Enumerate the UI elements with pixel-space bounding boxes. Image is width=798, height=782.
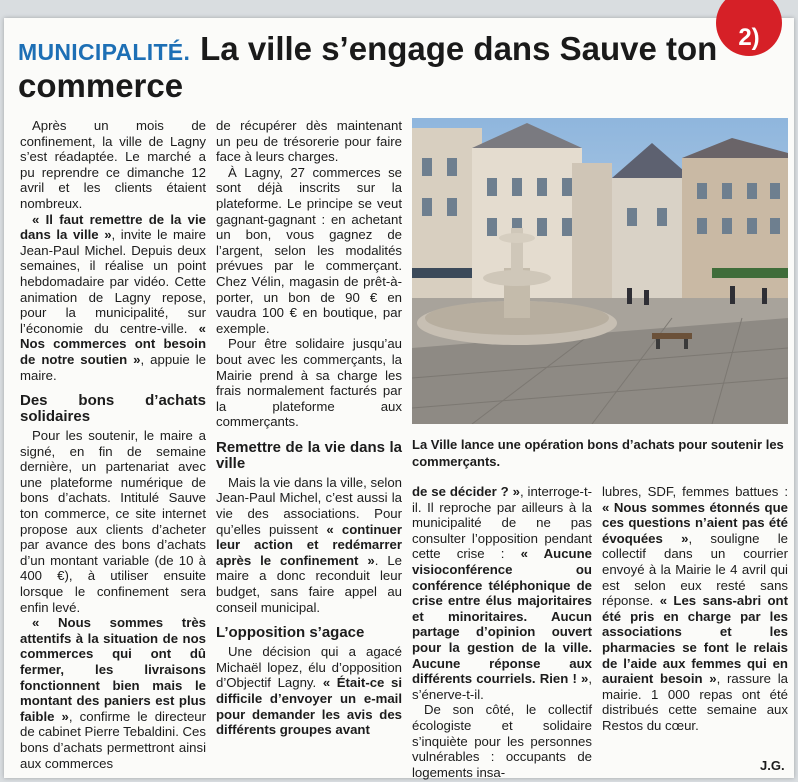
headline-title: La ville s’engage dans Sauve ton commerce: [18, 30, 718, 104]
paragraph: Mais la vie dans la ville, selon Jean-Paul Michel, c’est aussi la vie des associations. Pour qu’elles puissent « continuer leur action et redémarrer après le confinement ». Le maire a donc reconduit leur budget, sans faire appel au conseil municipal.: [216, 474, 403, 615]
paragraph: de se décider ? », interroge-t-il. Il reproche par ailleurs à la municipalité de ne pas consulter l’opposition pendant cette crise : « Aucune visioconférence ou conférence téléphonique de crise entre élus majoritaires et minoritaires. Aucun partage d’opinion ouvert pour la gestion de la ville. Aucune réponse aux différents courriels. Rien ! », s’énerve-t-il.: [412, 484, 593, 702]
article-column-1: [20, 118, 206, 771]
paragraph: lubres, SDF, femmes battues : « Nous sommes étonnés que ces questions n’aient pas été évoquées », souligne le collectif dans un courrier envoyé à la Mairie le 4 avril qui est selon eux resté sans réponse. « Les sans-abri ont été pris en charge par les associations et les pharmacies se font le relais de l’aide aux femmes qui en auraient besoin », rassure la mairie. 1 000 repas ont été distribués cette semaine aux Restos du cœur.: [602, 484, 789, 733]
subheading: L’opposition s’agace: [216, 624, 365, 642]
paragraph: Une décision qui a agacé Michaël lopez, élu d’opposition d’Objectif Lagny. « Était-ce si difficile d’envoyer un e-mail pour demander les avis des différents groupes avant: [216, 644, 402, 738]
page-marker-badge: 2): [716, 0, 782, 56]
headline-kicker: MUNICIPALITÉ.: [18, 39, 191, 65]
subheading: Remettre de la vie dans la ville: [216, 438, 402, 472]
paragraph: de récupérer dès maintenant un peu de trésorerie pour faire face à leurs charges.: [216, 118, 402, 165]
paragraph: De son côté, le collectif écologiste et solidaire s’inquiète pour les personnes vulnérables : occupants de logements insa-: [412, 702, 592, 780]
fountain-square-illustration: [412, 118, 788, 424]
article-column-4: [602, 484, 788, 734]
author-signature: J.G.: [760, 758, 785, 773]
subheading: Des bons d’achats solidaires: [20, 392, 206, 426]
newspaper-page: [4, 18, 794, 778]
article-column-2: [216, 118, 402, 738]
paragraph: Pour être solidaire jusqu’au bout avec les commerçants, la Mairie prend à sa charge les frais normalement facturés par la plateforme aux commerçants.: [216, 336, 402, 430]
paragraph: « Il faut remettre de la vie dans la ville », invite le maire Jean-Paul Michel. Depuis deux semaines, il réalise un point hebdomadaire par vidéo. Cette animation de Lagny repose, pour la municipalité, sur l’économie du centre-ville. « Nos commerces ont besoin de notre soutien », appuie le maire.: [20, 211, 207, 383]
paragraph: Pour les soutenir, le maire a signé, en fin de semaine dernière, un partenariat avec une plateforme numérique de bons d’achats. Intitulé Sauve ton commerce, ce site internet propose aux clients d’acheter par avance des bons d’achats d’un montant variable (de 10 à 400 €), à utiliser ensuite lorsque le confinement sera enfin levé.: [20, 428, 206, 615]
town-square-photo: [412, 118, 788, 424]
paragraph: Après un mois de confinement, la ville de Lagny s’est réadaptée. Le marché a pu reprendre ce dimanche 12 avril et les clients étaient nombreux.: [20, 118, 206, 211]
article-column-3: [412, 484, 592, 780]
paragraph: « Nous sommes très attentifs à la situation de nos commerces qui ont dû fermer, les livraisons fonctionnent bien mais le montant des paniers est plus faible », confirme le directeur de cabinet Pierre Tebaldini. Ces bons d’achats permettront ainsi aux commerces: [20, 615, 206, 771]
paragraph: À Lagny, 27 commerces se sont déjà inscrits sur la plateforme. Le principe se veut gagnant-gagnant : en achetant un bon, vous gagnez de l’argent, selon les modalités prévues par le commerçant. Chez Vélin, magasin de prêt-à-porter, un bon de 90 € en vaudra 100 € en boutique, par exemple.: [216, 164, 402, 336]
photo-caption: La Ville lance une opération bons d’achats pour soutenir les commerçants.: [412, 437, 784, 469]
headline: [18, 32, 788, 102]
